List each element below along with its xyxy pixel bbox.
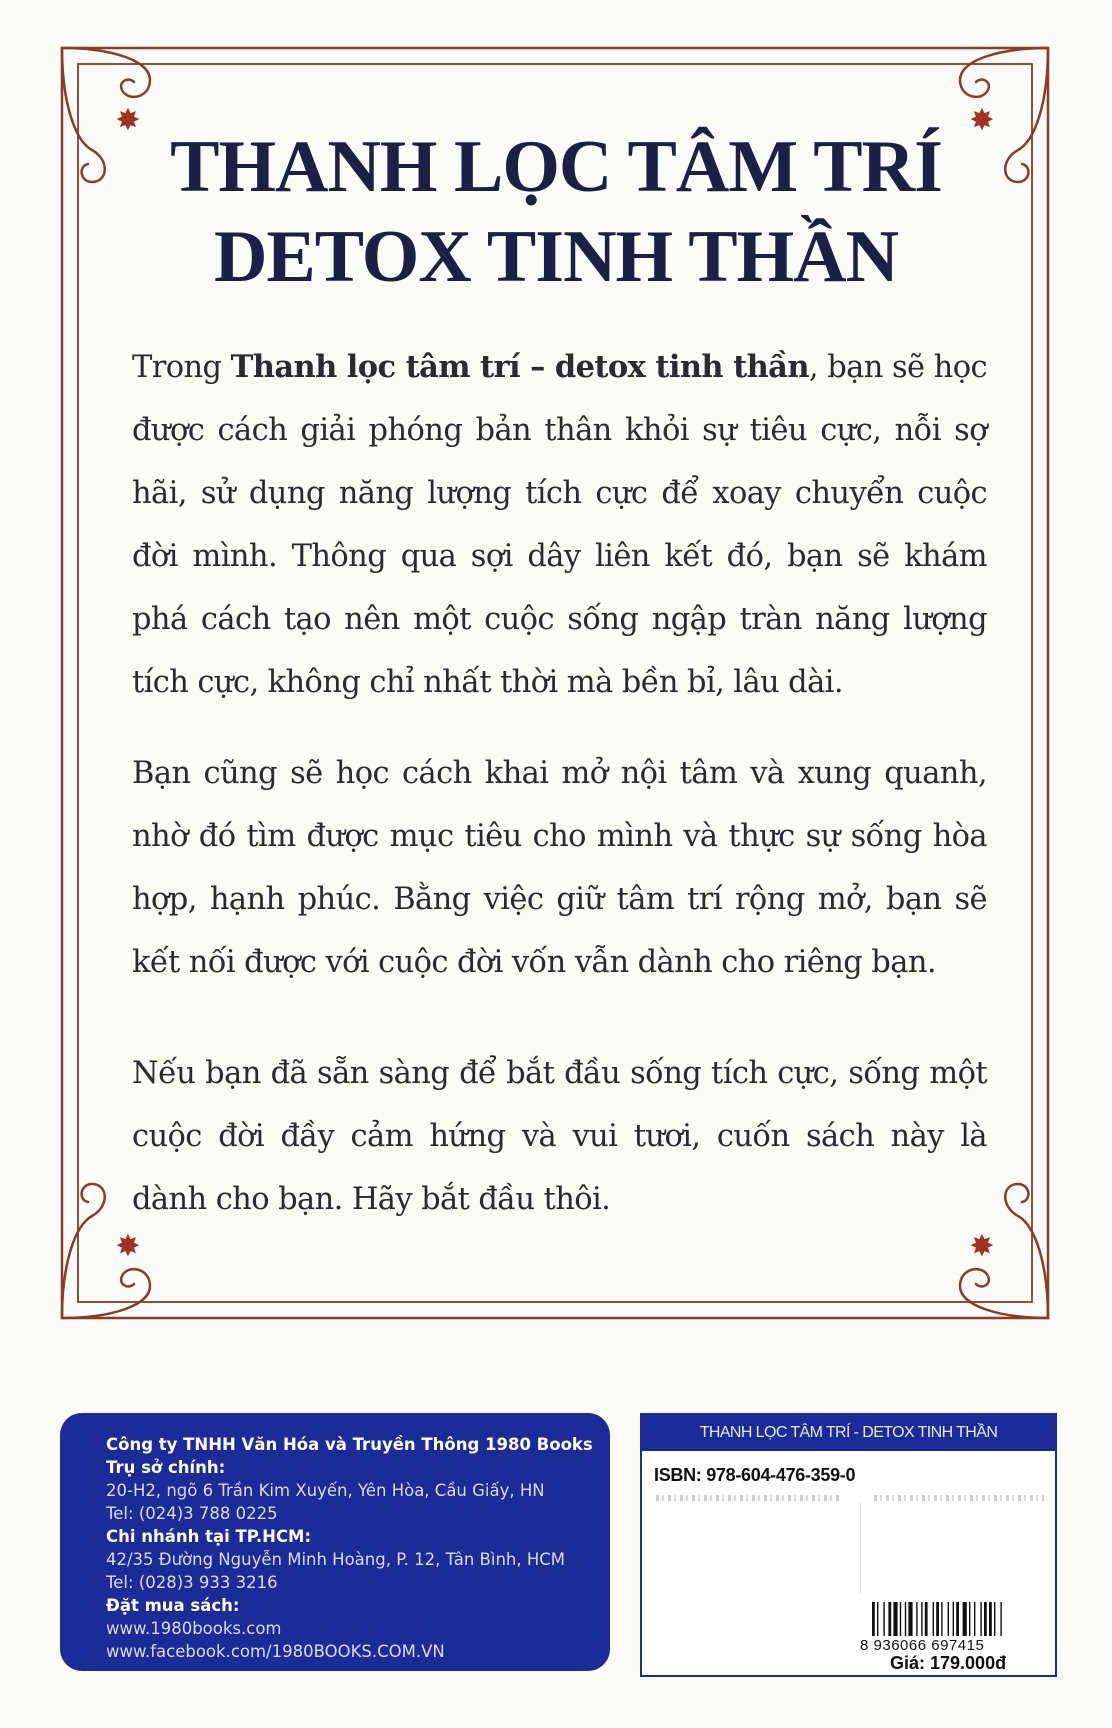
printed-stripe [874,1495,1044,1501]
star-ornament-icon: ✸ [115,103,141,138]
barcode-bar [925,1602,928,1636]
publisher-company: Công ty TNHH Văn Hóa và Truyền Thông 1980 Books [106,1435,593,1454]
flourish-br-bottom [960,1269,1048,1318]
barcode-bar [974,1602,975,1636]
publisher-info-box [60,1413,610,1671]
printed-stripe [656,1495,841,1501]
barcode-bar [888,1602,891,1636]
flourish-bl-bottom [62,1269,150,1318]
publisher-hq-tel: Tel: (024)3 788 0225 [106,1504,278,1523]
barcode-bar [872,1602,875,1636]
barcode-bar [953,1602,954,1636]
star-ornament-icon: ✸ [969,103,995,138]
star-ornament-icon: ✸ [115,1229,141,1264]
barcode-bar [941,1602,942,1636]
barcode-bar [980,1602,981,1636]
description-paragraph-2: Bạn cũng sẽ học cách khai mở nội tâm và xung quanh, nhờ đó tìm được mục tiêu cho mình và thực sự sống hòa hợp, hạnh phúc. Bằng việc giữ tâm trí rộng mở, bạn sẽ kết nối được với cuộc đời vốn vẫn dành cho riêng bạn. [132,756,987,980]
barcode-number: 8 936066 697415 [860,1637,985,1654]
barcode-bar [969,1602,970,1636]
barcode-bar [948,1602,949,1636]
para1-rest: , bạn sẽ học được cách giải phóng bản thân khỏi sự tiêu cực, nỗi sợ hãi, sử dụng năng lượng tích cực để xoay chuyển cuộc đời mình. Thông qua sợi dây liên kết đó, bạn sẽ khám phá cách tạo nên một cuộc sống ngập tràn năng lượng tích cực, không chỉ nhất thời mà bền bỉ, lâu dài. [132,350,987,700]
flourish-tl-top [62,48,150,97]
isbn-text: ISBN: 978-604-476-359-0 [654,1465,856,1485]
publisher-order-label: Đặt mua sách: [106,1596,240,1615]
description-paragraph-1 [132,336,987,714]
barcode-bar [994,1602,995,1636]
barcode-bar [908,1602,912,1636]
barcode-bar [905,1602,906,1636]
publisher-hq-address: 20-H2, ngõ 6 Trần Kim Xuyến, Yên Hòa, Cầu Giấy, HN [106,1481,545,1500]
flourish-bl-side [62,1184,105,1318]
barcode-price-label [640,1413,1057,1677]
barcode-bar [989,1602,992,1636]
publisher-website: www.1980books.com [106,1619,282,1638]
para1-intro: Trong [132,350,231,385]
description-paragraph-3: Nếu bạn đã sẵn sàng để bắt đầu sống tích cực, sống một cuộc đời đầy cảm hứng và vui tươi, cuốn sách này là dành cho bạn. Hãy bắt đầu thôi. [132,1056,987,1217]
barcode-bar [883,1602,884,1636]
barcode-bar [916,1602,917,1636]
barcode-icon [870,1602,1045,1642]
barcode-bar [984,1602,987,1636]
publisher-branch-label: Chi nhánh tại TP.HCM: [106,1527,312,1546]
flourish-tr-top [960,48,1048,97]
barcode-bar [933,1602,934,1636]
book-title-line2: DETOX TINH THẦN [213,216,899,298]
barcode-bar [921,1602,922,1636]
barcode-bar [1000,1602,1001,1636]
barcode-bar [900,1602,901,1636]
price-text: Giá: 179.000đ [890,1653,1007,1673]
barcode-bar [936,1602,939,1636]
publisher-branch-address: 42/35 Đường Nguyễn Minh Hoàng, P. 12, Tân Bình, HCM [106,1550,566,1569]
para1-book-name: Thanh lọc tâm trí – detox tinh thần [230,349,809,385]
book-title-line1: THANH LỌC TÂM TRÍ [170,126,942,208]
publisher-hq-label: Trụ sở chính: [106,1458,226,1477]
label-header: THANH LỌC TÂM TRÍ - DETOX TINH THẦN [642,1415,1055,1451]
label-divider [860,1503,861,1593]
barcode-bar [963,1602,967,1636]
barcode-bar [893,1602,897,1636]
publisher-branch-tel: Tel: (028)3 933 3216 [106,1573,278,1592]
barcode-bar [877,1602,878,1636]
barcode-bar [956,1602,959,1636]
flourish-br-side [1005,1184,1048,1318]
publisher-facebook: www.facebook.com/1980BOOKS.COM.VN [106,1642,445,1661]
star-ornament-icon: ✸ [969,1229,995,1264]
